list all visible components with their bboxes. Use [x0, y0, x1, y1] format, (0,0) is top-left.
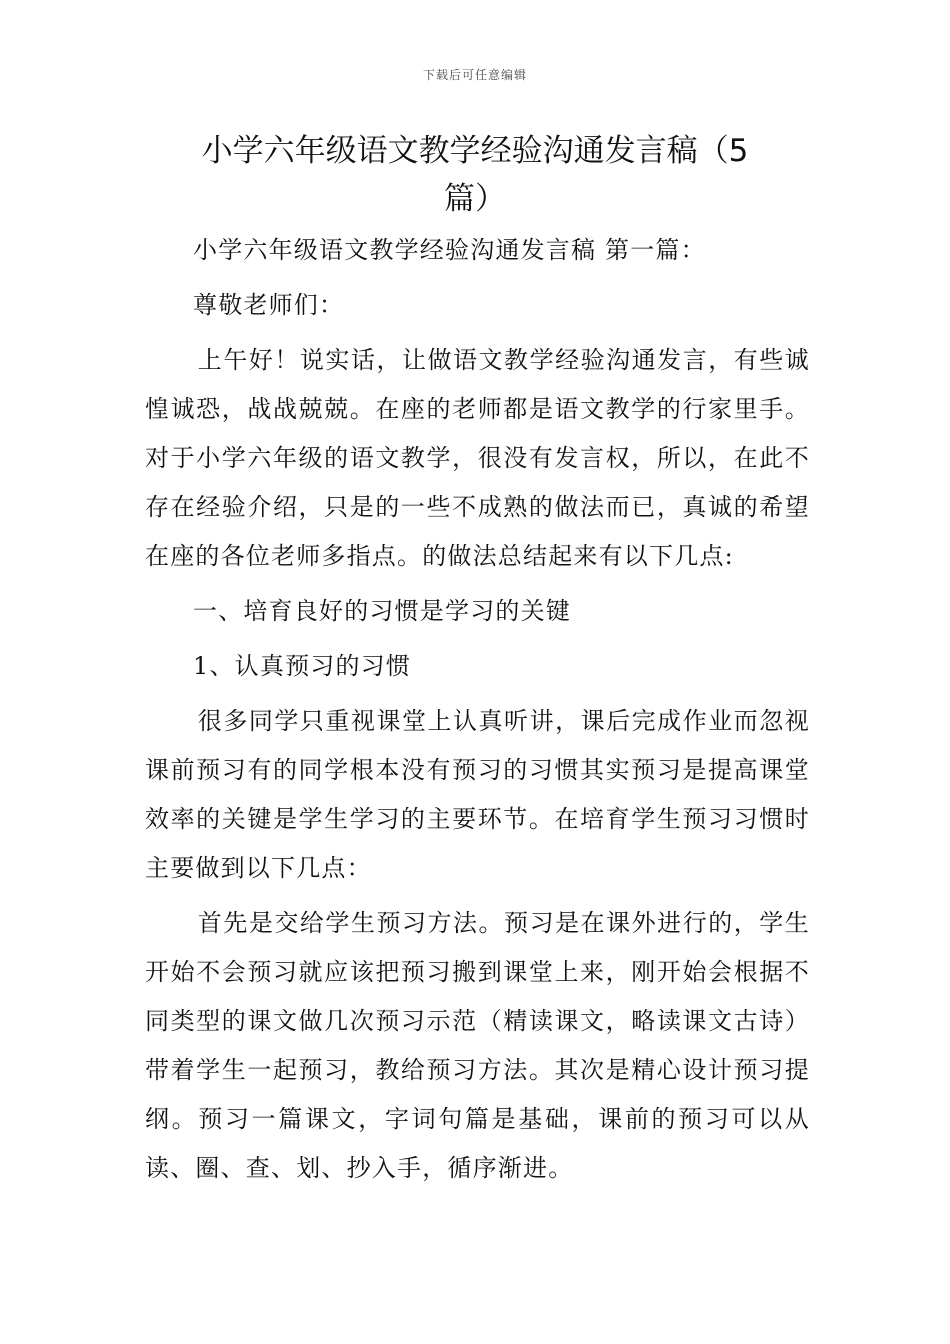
- document-body: [145, 226, 810, 1193]
- subsection-heading-preview: 1、认真预习的习惯: [193, 652, 412, 680]
- paragraph-opening: 上午好！说实话，让做语文教学经验沟通发言，有些诚惶诚恐，战战兢兢。在座的老师都是语文教学的行家里手。对于小学六年级的语文教学，很没有发言权，所以，在此不存在经验介绍，只是的一些不成熟的做法而已，真诚的希望在座的各位老师多指点。的做法总结起来有以下几点:: [145, 346, 810, 570]
- paragraph-preview-importance: 很多同学只重视课堂上认真听讲，课后完成作业而忽视课前预习有的同学根本没有预习的习惯其实预习是提高课堂效率的关键是学生学习的主要环节。在培育学生预习习惯时主要做到以下几点：: [145, 707, 810, 882]
- document-title-line-1: 小学六年级语文教学经验沟通发言稿（5: [201, 133, 749, 169]
- section-subtitle: 小学六年级语文教学经验沟通发言稿 第一篇：: [193, 236, 706, 264]
- salutation: 尊敬老师们：: [193, 291, 345, 319]
- section-heading-habits: 一、培育良好的习惯是学习的关键: [193, 597, 571, 625]
- header-note: 下载后可任意编辑: [422, 68, 527, 82]
- document-title: [140, 127, 810, 223]
- paragraph-preview-methods: 首先是交给学生预习方法。预习是在课外进行的，学生开始不会预习就应该把预习搬到课堂上来，刚开始会根据不同类型的课文做几次预习示范（精读课文，略读课文古诗）带着学生一起预习，教给预习方法。其次是精心设计预习提纲。预习一篇课文，字词句篇是基础，课前的预习可以从读、圈、查、划、抄入手，循序渐进。: [145, 909, 810, 1182]
- document-title-line-2: 篇）: [444, 181, 506, 217]
